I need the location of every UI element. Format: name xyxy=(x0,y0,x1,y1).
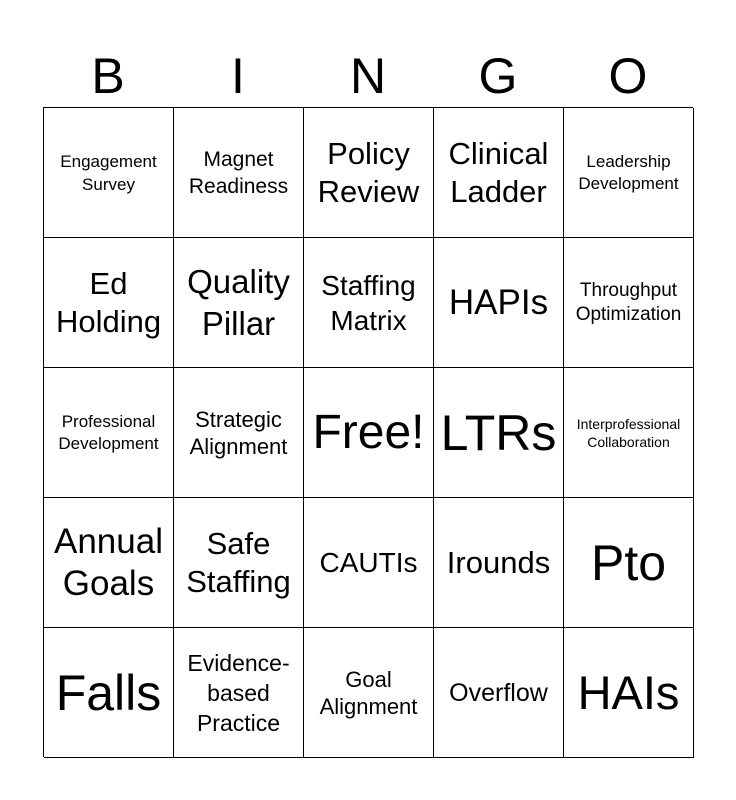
cell-label: Policy Review xyxy=(317,135,420,209)
bingo-cell[interactable] xyxy=(564,108,694,238)
cell-label: Irounds xyxy=(446,544,551,580)
cell-label: Magnet Readiness xyxy=(188,147,289,198)
header-letter-i: I xyxy=(231,48,245,104)
bingo-cell[interactable] xyxy=(434,498,564,628)
cell-label: Annual Goals xyxy=(54,521,163,603)
bingo-cell[interactable] xyxy=(44,368,174,498)
cell-label: Safe Staffing xyxy=(186,525,291,599)
cell-label: Staffing Matrix xyxy=(321,269,416,336)
header-letter-b: B xyxy=(91,48,125,104)
bingo-cell[interactable] xyxy=(174,368,304,498)
cell-label: Falls xyxy=(55,664,162,721)
bingo-card-grid xyxy=(43,107,693,757)
bingo-cell[interactable] xyxy=(304,368,434,498)
cell-label: Engagement Survey xyxy=(60,151,157,194)
cell-label: Throughput Optimization xyxy=(575,279,682,325)
cell-label: Pto xyxy=(590,534,667,591)
cell-label: Clinical Ladder xyxy=(448,135,549,209)
bingo-cell[interactable] xyxy=(174,498,304,628)
bingo-cell[interactable] xyxy=(564,498,694,628)
bingo-cell[interactable] xyxy=(434,238,564,368)
bingo-cell[interactable] xyxy=(44,628,174,758)
bingo-cell[interactable] xyxy=(304,498,434,628)
bingo-cell[interactable] xyxy=(564,628,694,758)
cell-label: HAPIs xyxy=(448,282,549,322)
header-letter-o: O xyxy=(608,48,648,104)
cell-label: Overflow xyxy=(449,678,548,707)
cell-label: Professional Development xyxy=(58,411,159,453)
cell-label: LTRs xyxy=(440,404,557,461)
header-letter-n: N xyxy=(349,48,387,104)
header-letter-g: G xyxy=(478,48,518,104)
cell-label: Interprofessional Collaboration xyxy=(576,415,681,450)
cell-label: Evidence- based Practice xyxy=(187,649,290,736)
cell-label: Free! xyxy=(312,405,425,459)
bingo-cell[interactable] xyxy=(434,108,564,238)
bingo-cell[interactable] xyxy=(44,238,174,368)
bingo-cell[interactable] xyxy=(174,238,304,368)
cell-label: Leadership Development xyxy=(578,151,679,193)
cell-label: Quality Pillar xyxy=(187,262,290,342)
bingo-cell[interactable] xyxy=(304,108,434,238)
bingo-cell[interactable] xyxy=(174,108,304,238)
bingo-cell[interactable] xyxy=(44,498,174,628)
cell-label: HAIs xyxy=(577,665,680,719)
bingo-cell[interactable] xyxy=(304,628,434,758)
bingo-cell[interactable] xyxy=(174,628,304,758)
cell-label: Goal Alignment xyxy=(319,666,418,719)
bingo-cell[interactable] xyxy=(434,368,564,498)
bingo-cell[interactable] xyxy=(44,108,174,238)
cell-label: Ed Holding xyxy=(55,265,162,339)
bingo-cell[interactable] xyxy=(564,368,694,498)
bingo-cell[interactable] xyxy=(434,628,564,758)
cell-label: Strategic Alignment xyxy=(189,406,288,459)
cell-label: CAUTIs xyxy=(319,547,418,578)
bingo-cell[interactable] xyxy=(564,238,694,368)
bingo-cell[interactable] xyxy=(304,238,434,368)
bingo-header xyxy=(43,46,693,106)
